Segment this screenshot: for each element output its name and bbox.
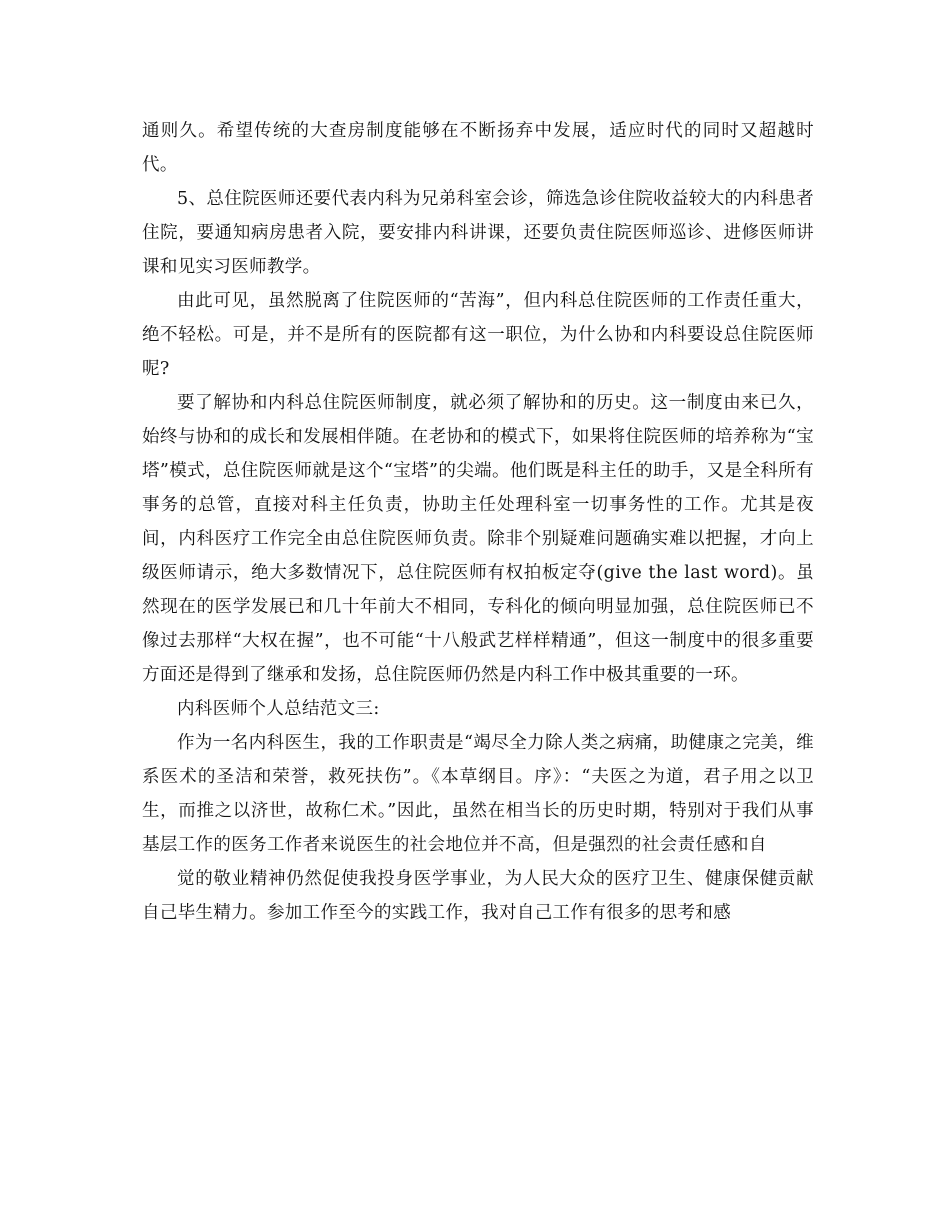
section-heading: 内科医师个人总结范文三:: [177, 699, 380, 719]
document-body: [142, 114, 814, 930]
paragraph: 由此可见，虽然脱离了住院医师的“苦海”，但内科总住院医师的工作责任重大，绝不轻松。可是，并不是所有的医院都有这一职位，为什么协和内科要设总住院医师呢?: [142, 291, 814, 379]
paragraph: 要了解协和内科总住院医师制度，就必须了解协和的历史。这一制度由来已久，始终与协和的成长和发展相伴随。在老协和的模式下，如果将住院医师的培养称为“宝塔”模式，总住院医师就是这个“宝塔”的尖端。他们既是科主任的助手，又是全科所有事务的总管，直接对科主任负责，协助主任处理科室一切事务性的工作。尤其是夜间，内科医疗工作完全由总住院医师负责。除非个别疑难问题确实难以把握，才向上级医师请示，绝大多数情况下，总住院医师有权拍板定夺(give the last word)。虽然现在的医学发展已和几十年前大不相同，专科化的倾向明显加强，总住院医师已不像过去那样“大权在握”，也不可能“十八般武艺样样精通”，但这一制度中的很多重要方面还是得到了继承和发扬，总住院医师仍然是内科工作中极其重要的一环。: [142, 393, 814, 685]
paragraph: 作为一名内科医生，我的工作职责是“竭尽全力除人类之病痛，助健康之完美，维系医术的圣洁和荣誉，救死扶伤”。《本草纲目。序》：“夫医之为道，君子用之以卫生，而推之以济世，故称仁术。”因此，虽然在相当长的历史时期，特别对于我们从事基层工作的医务工作者来说医生的社会地位并不高，但是强烈的社会责任感和自: [142, 733, 814, 855]
paragraph: 觉的敬业精神仍然促使我投身医学事业，为人民大众的医疗卫生、健康保健贡献自己毕生精力。参加工作至今的实践工作，我对自己工作有很多的思考和感: [142, 869, 814, 923]
paragraph: 5、总住院医师还要代表内科为兄弟科室会诊，筛选急诊住院收益较大的内科患者住院，要通知病房患者入院，要安排内科讲课，还要负责住院医师巡诊、进修医师讲课和见实习医师教学。: [142, 189, 814, 277]
paragraph: 通则久。希望传统的大查房制度能够在不断扬弃中发展，适应时代的同时又超越时代。: [142, 121, 814, 175]
